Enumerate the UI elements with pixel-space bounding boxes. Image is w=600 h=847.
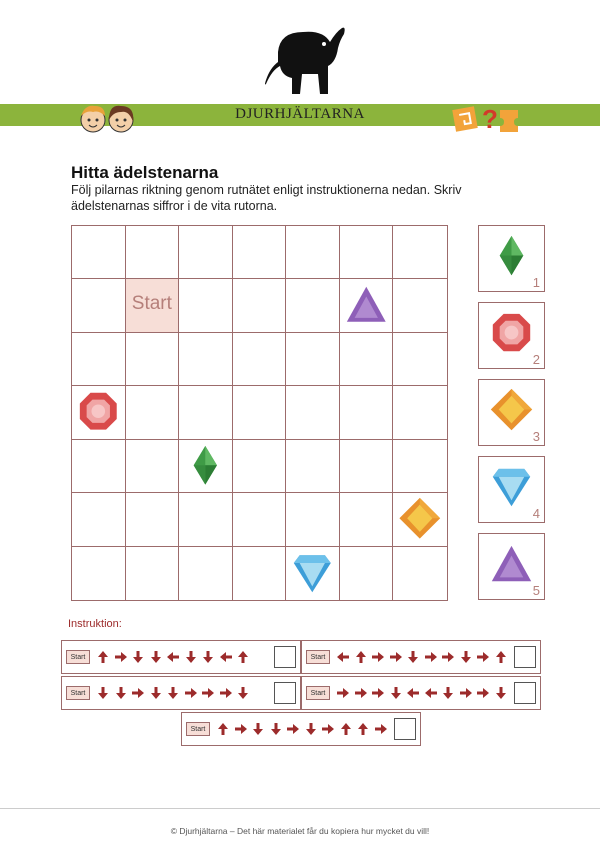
arrow-right-icon [441, 650, 455, 664]
grid-cell [286, 333, 340, 386]
arrow-down-icon [251, 722, 265, 736]
legend-item [478, 302, 545, 369]
grid-cell [340, 226, 394, 279]
arrow-down-icon [131, 650, 145, 664]
instructions-text: Följ pilarnas riktning genom rutnätet enligt instruktionerna nedan. Skriv ädelstenarnas siffror i de vita rutorna. [71, 183, 462, 213]
orange-diamond-gem-icon [393, 493, 447, 545]
grid-cell [72, 279, 126, 332]
brand-title: DJURHJÄLTARNA [235, 106, 365, 122]
arrow-down-icon [389, 686, 403, 700]
grid-cell [72, 386, 126, 439]
grid-cell [72, 547, 126, 600]
arrow-down-icon [269, 722, 283, 736]
arrow-left-icon [219, 650, 233, 664]
grid-cell [340, 279, 394, 332]
arrow-down-icon [184, 650, 198, 664]
grid-cell [340, 386, 394, 439]
grid-cell [393, 279, 447, 332]
arrow-right-icon [424, 650, 438, 664]
arrow-up-icon [356, 722, 370, 736]
arrow-right-icon [374, 722, 388, 736]
grid-cell [393, 493, 447, 546]
arrow-down-icon [201, 650, 215, 664]
arrow-down-icon [406, 650, 420, 664]
grid-cell [72, 440, 126, 493]
grid-cell [233, 440, 287, 493]
arrow-right-icon [476, 650, 490, 664]
arrow-down-icon [149, 650, 163, 664]
instruction-row [181, 712, 421, 746]
page-title: Hitta ädelstenarna [71, 163, 219, 182]
answer-box[interactable] [514, 646, 536, 668]
grid-cell [340, 547, 394, 600]
arrow-down-icon [114, 686, 128, 700]
grid-cell [340, 493, 394, 546]
arrow-right-icon [459, 686, 473, 700]
arrow-right-icon [234, 722, 248, 736]
footer-text: © Djurhjältarna – Det här materialet får du kopiera hur mycket du vill! [170, 826, 430, 836]
legend-item [478, 533, 545, 600]
start-tag: Start [66, 650, 90, 664]
instruction-row [61, 676, 301, 710]
grid-cell [126, 547, 180, 600]
arrow-left-icon [406, 686, 420, 700]
gem-grid [71, 225, 448, 601]
puzzle-icon [452, 100, 524, 136]
grid-cell [393, 333, 447, 386]
grid-cell [179, 440, 233, 493]
grid-cell [286, 493, 340, 546]
arrow-right-icon [354, 686, 368, 700]
arrow-left-icon [336, 650, 350, 664]
arrow-up-icon [494, 650, 508, 664]
grid-cell [126, 333, 180, 386]
arrow-up-icon [354, 650, 368, 664]
legend-item [478, 225, 545, 292]
grid-cell [340, 333, 394, 386]
grid-cell [72, 226, 126, 279]
grid-cell [72, 493, 126, 546]
arrow-right-icon [201, 686, 215, 700]
arrow-up-icon [339, 722, 353, 736]
legend-number: 5 [532, 583, 540, 598]
grid-cell [233, 547, 287, 600]
grid-cell [179, 279, 233, 332]
legend-number: 1 [532, 275, 540, 290]
answer-box[interactable] [514, 682, 536, 704]
grid-cell [233, 226, 287, 279]
arrow-right-icon [184, 686, 198, 700]
arrow-down-icon [236, 686, 250, 700]
start-label: Start [131, 293, 172, 315]
grid-cell [126, 493, 180, 546]
arrow-right-icon [219, 686, 233, 700]
start-tag: Start [306, 650, 330, 664]
grid-cell [179, 333, 233, 386]
arrow-left-icon [166, 650, 180, 664]
blue-diamond-gem-icon [286, 547, 339, 600]
grid-cell [233, 493, 287, 546]
grid-cell [126, 386, 180, 439]
grid-cell [233, 386, 287, 439]
grid-cell [286, 279, 340, 332]
grid-cell [286, 386, 340, 439]
arrow-down-icon [494, 686, 508, 700]
kids-icon [75, 100, 145, 136]
arrow-down-icon [441, 686, 455, 700]
arrow-down-icon [304, 722, 318, 736]
start-tag: Start [186, 722, 210, 736]
arrow-right-icon [286, 722, 300, 736]
elephant-logo [258, 22, 348, 102]
grid-cell [286, 226, 340, 279]
arrow-right-icon [371, 686, 385, 700]
answer-box[interactable] [274, 646, 296, 668]
arrow-down-icon [459, 650, 473, 664]
instruction-row [301, 640, 541, 674]
arrow-right-icon [389, 650, 403, 664]
arrow-down-icon [149, 686, 163, 700]
arrow-right-icon [114, 650, 128, 664]
arrow-right-icon [321, 722, 335, 736]
arrow-right-icon [476, 686, 490, 700]
legend-item [478, 456, 545, 523]
grid-cell [233, 279, 287, 332]
legend-item [478, 379, 545, 446]
arrow-down-icon [166, 686, 180, 700]
legend-number: 3 [532, 429, 540, 444]
arrow-up-icon [236, 650, 250, 664]
arrow-down-icon [96, 686, 110, 700]
purple-triangle-gem-icon [340, 279, 393, 331]
grid-cell [126, 440, 180, 493]
grid-cell [393, 386, 447, 439]
arrow-up-icon [96, 650, 110, 664]
answer-box[interactable] [394, 718, 416, 740]
green-diamond-gem-icon [179, 440, 232, 492]
grid-cell [393, 440, 447, 493]
grid-cell [286, 547, 340, 600]
legend-number: 4 [532, 506, 540, 521]
arrow-right-icon [131, 686, 145, 700]
grid-cell [126, 226, 180, 279]
grid-cell [179, 386, 233, 439]
footer-divider [0, 808, 600, 809]
instruction-label: Instruktion: [68, 618, 122, 630]
arrow-left-icon [424, 686, 438, 700]
grid-cell [340, 440, 394, 493]
grid-cell [72, 333, 126, 386]
answer-box[interactable] [274, 682, 296, 704]
arrow-up-icon [216, 722, 230, 736]
red-octagon-gem-icon [72, 386, 125, 438]
grid-cell [179, 226, 233, 279]
grid-cell [233, 333, 287, 386]
svg-text:?: ? [482, 104, 498, 134]
start-tag: Start [306, 686, 330, 700]
arrow-right-icon [371, 650, 385, 664]
grid-cell [286, 440, 340, 493]
start-cell [126, 279, 180, 332]
start-tag: Start [66, 686, 90, 700]
instruction-row [61, 640, 301, 674]
legend-number: 2 [532, 352, 540, 367]
grid-cell [179, 547, 233, 600]
grid-cell [393, 226, 447, 279]
instruction-row [301, 676, 541, 710]
arrow-right-icon [336, 686, 350, 700]
grid-cell [179, 493, 233, 546]
grid-cell [393, 547, 447, 600]
